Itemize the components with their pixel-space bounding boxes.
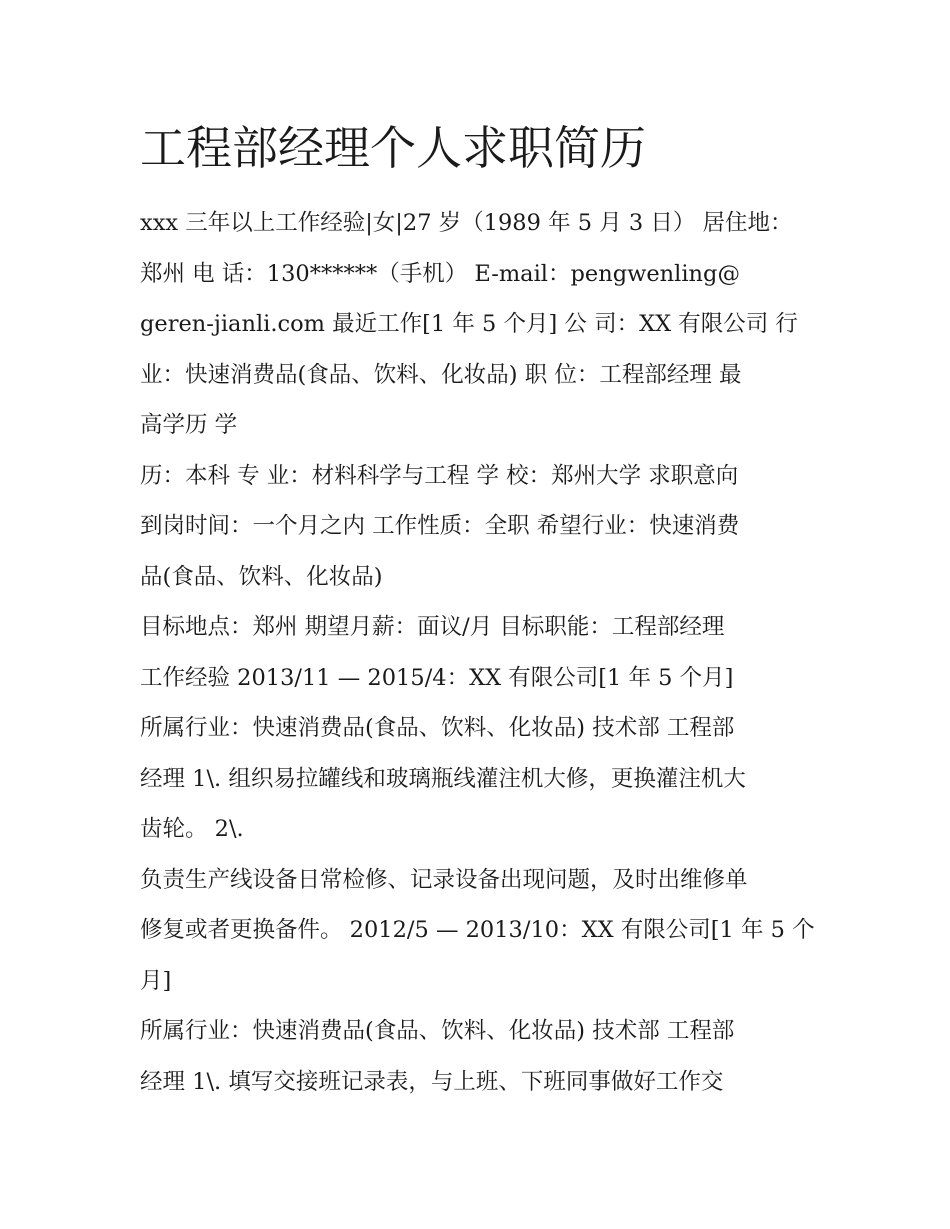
text-line: 到岗时间：一个月之内 工作性质：全职 希望行业：快速消费 bbox=[140, 513, 740, 539]
text-line: 郑州 电 话：130******（手机） E-mail：pengwenling@ bbox=[140, 261, 740, 287]
text-line: 目标地点：郑州 期望月薪：面议/月 目标职能：工程部经理 bbox=[140, 614, 725, 640]
text-line: 负责生产线设备日常检修、记录设备出现问题，及时出维修单 bbox=[140, 867, 748, 893]
text-line: 所属行业：快速消费品(食品、饮料、化妆品) 技术部 工程部 bbox=[140, 1018, 735, 1044]
text-line: 历：本科 专 业：材料科学与工程 学 校：郑州大学 求职意向 bbox=[140, 463, 739, 489]
text-line: 经理 1\. 组织易拉罐线和玻璃瓶线灌注机大修，更换灌注机大 bbox=[140, 766, 746, 792]
text-line: 业：快速消费品(食品、饮料、化妆品) 职 位：工程部经理 最 bbox=[140, 362, 742, 388]
text-line: 修复或者更换备件。 2012/5 — 2013/10：XX 有限公司[1 年 5 个 bbox=[140, 917, 815, 943]
text-line: 齿轮。 2\. bbox=[140, 816, 244, 842]
text-line: 高学历 学 bbox=[140, 412, 238, 438]
text-line: 经理 1\. 填写交接班记录表，与上班、下班同事做好工作交 bbox=[140, 1069, 724, 1095]
text-line: 月] bbox=[140, 968, 172, 994]
text-line: 品(食品、饮料、化妆品) bbox=[140, 564, 383, 590]
text-line: 工作经验 2013/11 — 2015/4：XX 有限公司[1 年 5 个月] bbox=[140, 665, 734, 691]
text-line: 所属行业：快速消费品(食品、饮料、化妆品) 技术部 工程部 bbox=[140, 715, 735, 741]
document-title: 工程部经理个人求职简历 bbox=[140, 121, 646, 175]
text-line: geren-jianli.com 最近工作[1 年 5 个月] 公 司：XX 有限公司 行 bbox=[140, 311, 798, 337]
text-line: xxx 三年以上工作经验|女|27 岁（1989 年 5 月 3 日） 居住地： bbox=[140, 210, 793, 236]
